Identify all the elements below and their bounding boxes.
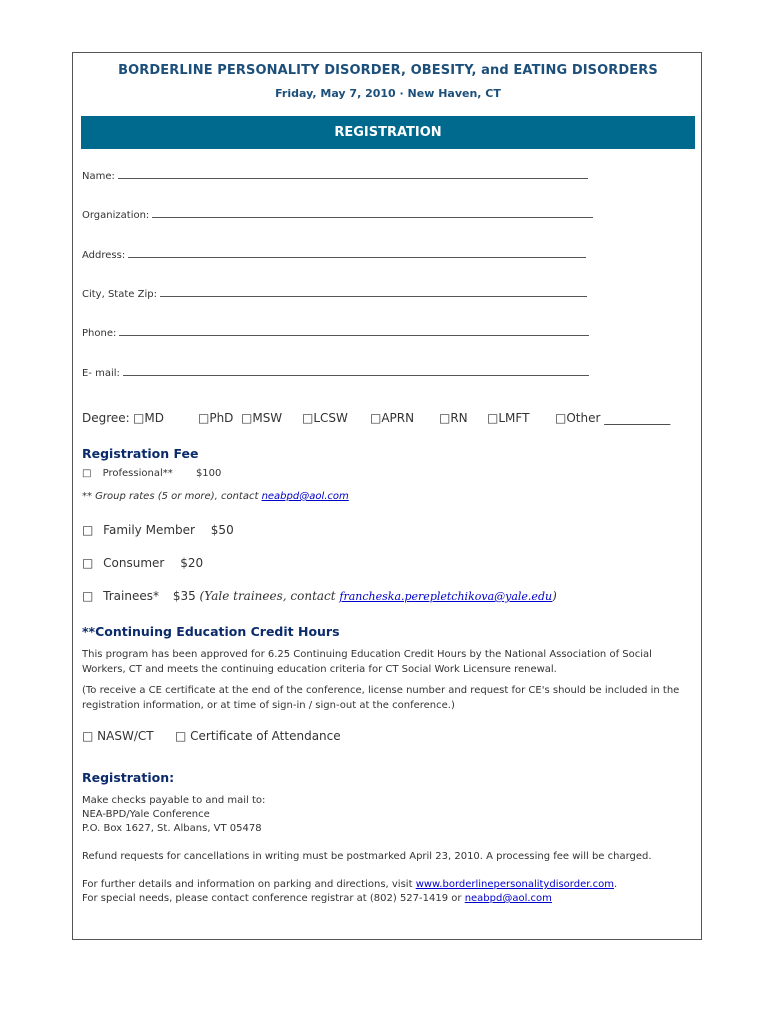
phone-label: Phone: <box>82 328 117 339</box>
address-input-line[interactable] <box>128 248 586 258</box>
mail-payee: NEA-BPD/Yale Conference <box>82 809 210 820</box>
name-field <box>82 169 588 182</box>
city-state-zip-label: City, State Zip: <box>82 289 157 300</box>
consumer-label: Consumer <box>103 556 165 570</box>
city-state-zip-field <box>82 287 587 300</box>
website-link[interactable]: www.borderlinepersonalitydisorder.com <box>415 879 614 890</box>
further-details <box>82 879 617 890</box>
organization-label: Organization: <box>82 210 150 221</box>
trainees-price: $35 <box>172 589 196 603</box>
ce-heading: **Continuing Education Credit Hours <box>82 624 340 639</box>
special-needs-text: For special needs, please contact conference registrar at (802) 527-1419 or <box>82 893 465 904</box>
professional-checkbox[interactable]: □ <box>82 468 92 479</box>
trainees-fee-row <box>82 589 557 603</box>
page-title: BORDERLINE PERSONALITY DISORDER, OBESITY, and EATING DISORDERS <box>118 63 658 78</box>
city-state-zip-input-line[interactable] <box>160 287 587 297</box>
degree-option-lmft[interactable]: □LMFT <box>487 411 530 425</box>
registrar-email-link[interactable]: neabpd@aol.com <box>464 893 552 904</box>
refund-policy: Refund requests for cancellations in writing must be postmarked April 23, 2010. A processing fee will be charged. <box>82 851 652 862</box>
family-price: $50 <box>210 523 234 537</box>
phone-input-line[interactable] <box>119 326 589 336</box>
trainees-note-close: ) <box>552 589 557 603</box>
degree-option-phd[interactable]: □PhD <box>198 411 234 425</box>
organization-field <box>82 208 593 221</box>
professional-price: $100 <box>195 468 222 479</box>
degree-option-md[interactable]: □MD <box>133 411 164 425</box>
professional-fee-row <box>82 468 221 479</box>
registration-fee-heading: Registration Fee <box>82 446 199 461</box>
professional-label: Professional** <box>102 468 173 479</box>
name-label: Name: <box>82 171 115 182</box>
trainees-label: Trainees* <box>103 589 159 603</box>
special-needs <box>82 893 552 904</box>
further-details-text: For further details and information on parking and directions, visit <box>82 879 416 890</box>
ce-option-certificate-of-attendance[interactable]: □ Certificate of Attendance <box>175 729 341 743</box>
trainees-email-link[interactable]: francheska.perepletchikova@yale.edu <box>339 590 553 603</box>
group-rates-text: ** Group rates (5 or more), contact <box>82 491 262 502</box>
group-rates-email-link[interactable]: neabpd@aol.com <box>261 491 349 502</box>
address-label: Address: <box>82 250 126 261</box>
family-label: Family Member <box>103 523 195 537</box>
event-date-location: Friday, May 7, 2010 · New Haven, CT <box>275 87 501 100</box>
consumer-price: $20 <box>180 556 204 570</box>
name-input-line[interactable] <box>118 169 588 179</box>
degree-label: Degree: <box>82 411 130 425</box>
degree-option-other[interactable]: □Other ___________ <box>555 411 671 425</box>
degree-option-rn[interactable]: □RN <box>439 411 468 425</box>
registration-banner: REGISTRATION <box>81 116 695 149</box>
consumer-checkbox[interactable]: □ <box>82 556 94 570</box>
further-details-period: . <box>613 879 618 890</box>
email-input-line[interactable] <box>123 366 589 376</box>
mail-instructions: Make checks payable to and mail to: <box>82 795 266 806</box>
address-field <box>82 248 586 261</box>
ce-approval-text: This program has been approved for 6.25 Continuing Education Credit Hours by the National Association of Social Workers, CT and meets the continuing education criteria for CT Social Work Licensure renewal. <box>82 649 652 675</box>
family-fee-row <box>82 523 234 537</box>
registration-heading: Registration: <box>82 770 175 785</box>
registration-form-page <box>72 52 702 940</box>
group-rates-note <box>82 491 349 502</box>
mail-address: P.O. Box 1627, St. Albans, VT 05478 <box>82 823 262 834</box>
degree-option-msw[interactable]: □MSW <box>241 411 283 425</box>
phone-field <box>82 326 589 339</box>
degree-option-aprn[interactable]: □APRN <box>370 411 415 425</box>
organization-input-line[interactable] <box>152 208 593 218</box>
consumer-fee-row <box>82 556 203 570</box>
family-checkbox[interactable]: □ <box>82 523 94 537</box>
email-label: E- mail: <box>82 368 120 379</box>
email-field <box>82 366 589 379</box>
ce-option-nasw-ct[interactable]: □ NASW/CT <box>82 729 154 743</box>
degree-option-lcsw[interactable]: □LCSW <box>302 411 348 425</box>
trainees-checkbox[interactable]: □ <box>82 589 94 603</box>
trainees-note: (Yale trainees, contact <box>199 589 340 603</box>
ce-certificate-note: (To receive a CE certificate at the end of the conference, license number and request for CE's should be included in the registration information, or at time of sign-in / sign-out at the conference.) <box>82 685 680 711</box>
